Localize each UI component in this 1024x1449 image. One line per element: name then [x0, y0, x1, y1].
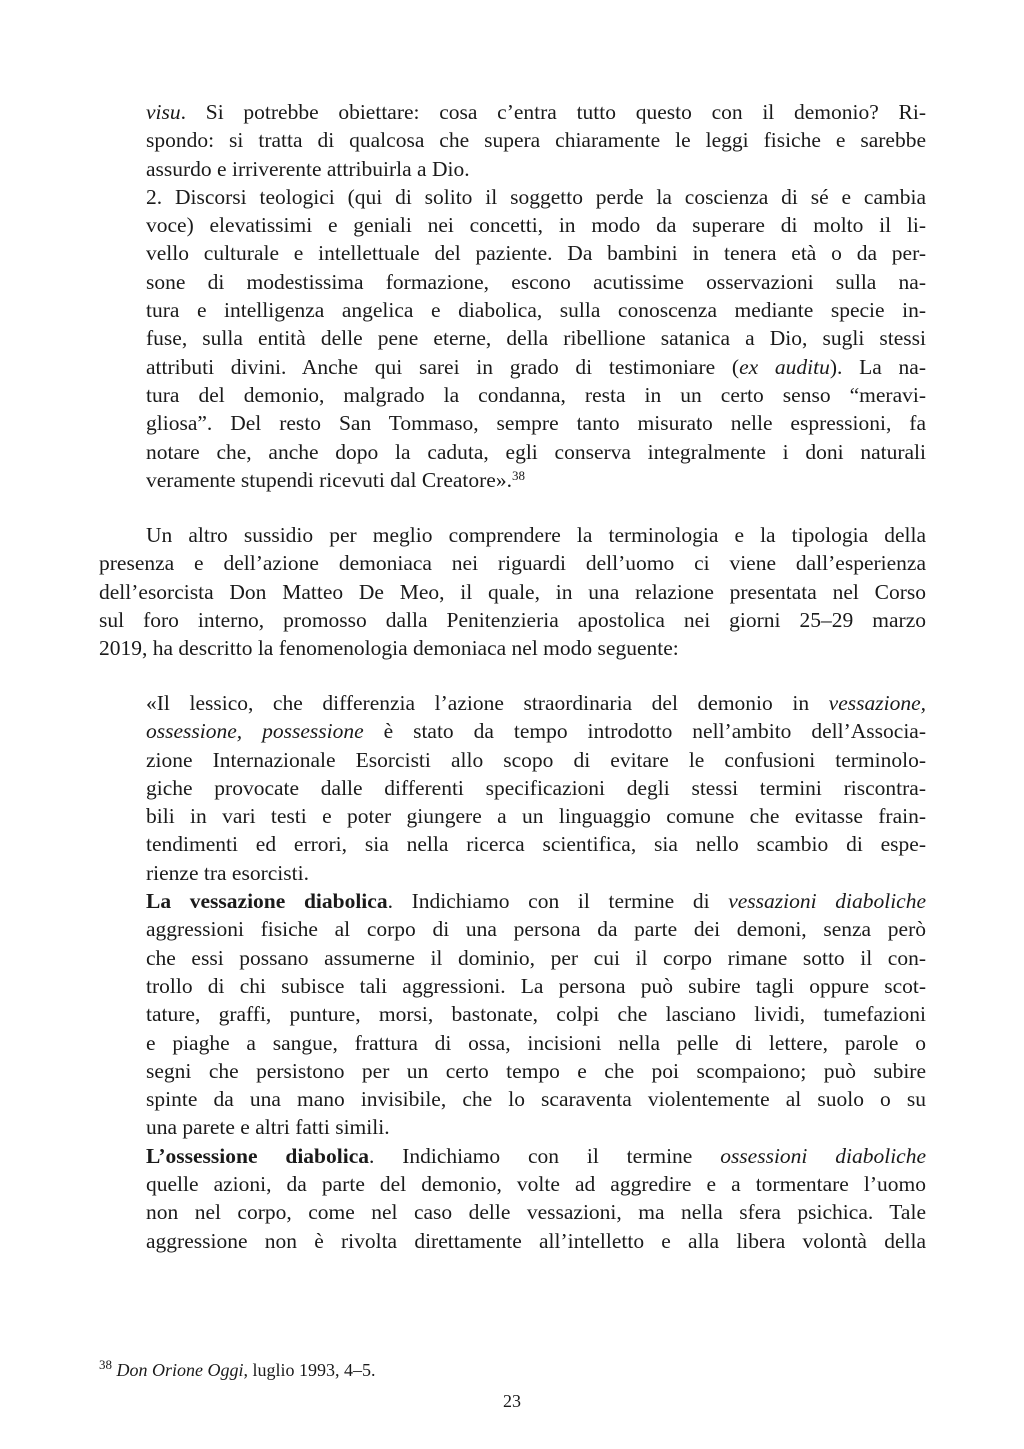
text-line: Un altro sussidio per meglio comprendere la terminologia e la tipologia della: [146, 523, 926, 547]
text-line: zione Internazionale Esorcisti allo scopo di evitare le confusioni terminolo-: [146, 747, 926, 772]
page-number: 23: [503, 1391, 521, 1411]
text-line: veramente stupendi ricevuti dal Creatore».$^{38}$: [146, 467, 525, 492]
text-line: segni che persistono per un certo tempo e che poi scompaiono; può subire: [146, 1058, 926, 1083]
text-line: aggressioni fisiche al corpo di una persona da parte dei demoni, senza però: [146, 917, 926, 942]
text-line: che essi possano assumerne il dominio, per cui il corpo rimane sotto il con-: [146, 945, 926, 970]
text-line: quelle azioni, da parte del demonio, volte ad aggredire e a tormentare l’uomo: [146, 1172, 926, 1197]
text-line: voce) elevatissimi e geniali nei concetti, in modo da superare di molto il li-: [146, 213, 926, 238]
text-line: assurdo e irriverente attribuirla a Dio.: [146, 156, 470, 181]
quote-block-demonic-phenomenology: [146, 689, 926, 1255]
footnote-reference[interactable]: 38: [511, 467, 525, 483]
text-line: aggressione non è rivolta direttamente all’intelletto e alla libera volontà della: [146, 1228, 926, 1253]
text-line: sul foro interno, promosso dalla Penitenzieria apostolica nei giorni 25–29 marzo: [99, 607, 926, 632]
text-line: giche provocate dalle differenti specificazioni degli stessi termini riscontra-: [146, 775, 926, 800]
footnote: [99, 1359, 376, 1381]
body-paragraph: [99, 521, 926, 662]
text-line: bili in vari testi e poter giungere a un linguaggio comune che evitasse frain-: [146, 804, 926, 829]
text-line: e piaghe a sangue, frattura di ossa, incisioni nella pelle di lettere, parole o: [146, 1030, 926, 1055]
text-line: fuse, sulla entità delle pene eterne, della ribellione satanica a Dio, sugli stessi: [146, 326, 926, 351]
text-line: vello culturale e intellettuale del paziente. Da bambini in tenera età o da per-: [146, 241, 926, 266]
text-line: spinte da una mano invisibile, che lo scaraventa violentemente al suolo o su: [146, 1087, 926, 1112]
text-line: dell’esorcista Don Matteo De Meo, il quale, in una relazione presentata nel Corso: [99, 579, 926, 604]
text-line: ossessione, possessione è stato da tempo introdotto nell’ambito dell’Associa-: [146, 719, 926, 744]
text-line: attributi divini. Anche qui sarei in grado di testimoniare (ex auditu). La na-: [146, 354, 926, 379]
text-line: tura e intelligenza angelica e diabolica, sulla conoscenza mediante specie in-: [146, 298, 926, 323]
quote-block-continuation: [146, 98, 926, 494]
footnote-number: 38: [99, 1357, 112, 1372]
section-heading-ossessione: L’ossessione diabolica. Indichiamo con il termine ossessioni diaboliche: [146, 1143, 926, 1168]
text-line: visu. Si potrebbe obiettare: cosa c’entra tutto questo con il demonio? Ri-: [146, 100, 926, 124]
text-line: una parete e altri fatti simili.: [146, 1115, 390, 1140]
text-line: tendimenti ed errori, sia nella ricerca scientifica, sia nello scambio di espe-: [146, 832, 926, 857]
footnote-source-title: Don Orione Oggi: [116, 1360, 244, 1380]
text-line: tature, graffi, punture, morsi, bastonate, colpi che lasciano lividi, tumefazioni: [146, 1002, 926, 1027]
text-line: rienze tra esorcisti.: [146, 860, 309, 885]
text-line: sone di modestissima formazione, escono acutissime osservazioni sulla na-: [146, 269, 926, 294]
text-line: non nel corpo, come nel caso delle vessazioni, ma nella sfera psichica. Tale: [146, 1200, 926, 1225]
footnote-source-details: , luglio 1993, 4–5.: [243, 1360, 376, 1380]
section-heading-vessazione: La vessazione diabolica. Indichiamo con il termine di vessazioni diaboliche: [146, 889, 926, 914]
text-line: gliosa”. Del resto San Tommaso, sempre tanto misurato nelle espressioni, fa: [146, 411, 926, 436]
text-line: trollo di chi subisce tali aggressioni. La persona può subire tagli oppure scot-: [146, 973, 926, 998]
text-line: 2019, ha descritto la fenomenologia demoniaca nel modo seguente:: [99, 636, 679, 661]
text-line: notare che, anche dopo la caduta, egli conserva integralmente i doni naturali: [146, 439, 926, 464]
text-line: tura del demonio, malgrado la condanna, resta in un certo senso “meravi-: [146, 382, 926, 407]
text-line: 2. Discorsi teologici (qui di solito il soggetto perde la coscienza di sé e cambia: [146, 184, 926, 209]
text-line: spondo: si tratta di qualcosa che supera chiaramente le leggi fisiche e sarebbe: [146, 128, 926, 153]
text-line: presenza e dell’azione demoniaca nei riguardi dell’uomo ci viene dall’esperienza: [99, 551, 926, 576]
text-line: «Il lessico, che differenzia l’azione straordinaria del demonio in vessazione,: [146, 691, 926, 715]
